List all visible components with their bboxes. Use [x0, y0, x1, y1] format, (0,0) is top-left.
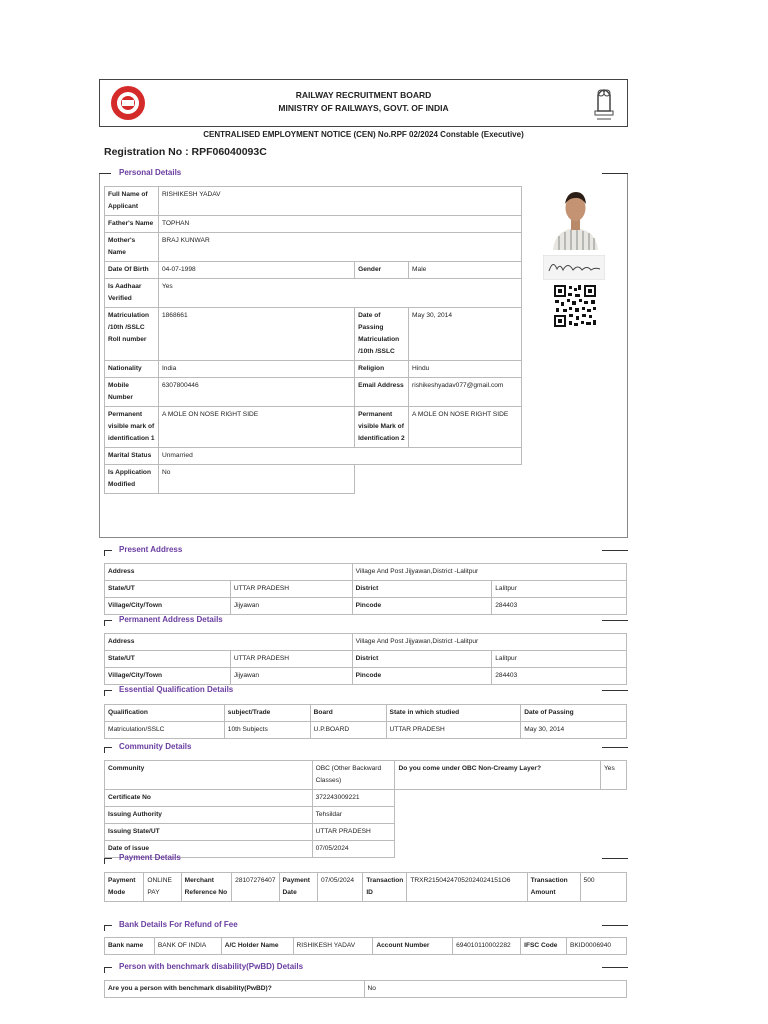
section-line [602, 620, 628, 621]
personal-section-title: Personal Details [119, 168, 182, 177]
section-line [602, 173, 628, 174]
field-value: BANK OF INDIA [154, 938, 221, 955]
field-value: UTTAR PRADESH [230, 581, 352, 598]
field-value: Jijyawan [230, 668, 352, 685]
field-label: IFSC Code [521, 938, 567, 955]
table-cell: 10th Subjects [224, 722, 310, 739]
table-cell: May 30, 2014 [521, 722, 627, 739]
payment-table [104, 872, 627, 902]
field-label: Bank name [105, 938, 155, 955]
field-value: BKID0006940 [567, 938, 627, 955]
field-label: Father's Name [105, 216, 159, 233]
org-title: RAILWAY RECRUITMENT BOARD [295, 90, 432, 100]
table-row [105, 465, 522, 494]
field-label: Payment Mode [105, 873, 144, 902]
field-value: Jijyawan [230, 598, 352, 615]
table-row [105, 938, 627, 955]
field-label: Mother's Name [105, 233, 159, 262]
table-cell: UTTAR PRADESH [386, 722, 521, 739]
bank-section-title: Bank Details For Refund of Fee [119, 920, 238, 929]
table-row [105, 981, 627, 998]
field-value: 6307800446 [158, 378, 354, 407]
field-label: Marital Status [105, 448, 159, 465]
field-label: Date of Passing Matriculation /10th /SSLC [355, 308, 409, 361]
table-row [105, 634, 627, 651]
section-line [104, 967, 112, 968]
field-label: Address [105, 564, 353, 581]
section-line [104, 620, 112, 621]
field-value: Male [409, 262, 522, 279]
pwbd-table [104, 980, 627, 998]
field-value: UTTAR PRADESH [312, 824, 395, 841]
field-value: Village And Post Jijyawan,District -Lalitpur [352, 634, 626, 651]
field-value: 284403 [492, 668, 627, 685]
table-cell: Matriculation/SSLC [105, 722, 225, 739]
field-label: A/C Holder Name [221, 938, 293, 955]
section-tick [104, 690, 105, 696]
field-value: RISHIKESH YADAV [158, 187, 521, 216]
field-label: Certificate No [105, 790, 313, 807]
field-value: 1868661 [158, 308, 354, 361]
table-row [105, 873, 627, 902]
field-value: 500 [580, 873, 626, 902]
empty-cell [395, 790, 627, 858]
applicant-photo [551, 186, 600, 250]
pwbd-section-title: Person with benchmark disability(PwBD) Details [119, 962, 304, 971]
field-value: 04-07-1998 [158, 262, 354, 279]
field-value: 28107276407 [232, 873, 279, 902]
section-line [602, 747, 628, 748]
table-row [105, 233, 522, 262]
section-line [602, 690, 628, 691]
column-header: Date of Passing [521, 705, 627, 722]
column-header: Qualification [105, 705, 225, 722]
field-value: 07/05/2024 [317, 873, 362, 902]
field-label: Full Name of Applicant [105, 187, 159, 216]
field-value: 284403 [492, 598, 627, 615]
field-value: Unmarried [158, 448, 521, 465]
registration-number: Registration No : RPF06040093C [104, 146, 267, 158]
field-label: Date of issue [105, 841, 313, 858]
field-value: Yes [601, 761, 627, 790]
column-header: Board [310, 705, 386, 722]
table-row [105, 216, 522, 233]
field-label: Nationality [105, 361, 159, 378]
section-tick [104, 925, 105, 931]
field-label: State/UT [105, 581, 231, 598]
field-value: BRAJ KUNWAR [158, 233, 521, 262]
section-tick [104, 858, 105, 864]
table-row [105, 668, 627, 685]
section-line [104, 550, 112, 551]
section-line [104, 858, 112, 859]
table-row [105, 187, 522, 216]
field-value: Yes [158, 279, 521, 308]
column-header: subject/Trade [224, 705, 310, 722]
field-value: UTTAR PRADESH [230, 651, 352, 668]
table-row [105, 279, 522, 308]
section-tick [104, 550, 105, 556]
section-line [602, 967, 628, 968]
community-section-title: Community Details [119, 742, 192, 751]
section-line [602, 925, 628, 926]
field-label: District [352, 651, 492, 668]
field-value: No [158, 465, 354, 494]
field-label: Is Application Modified [105, 465, 159, 494]
section-line [602, 550, 628, 551]
table-row [105, 361, 522, 378]
field-label: Is Aadhaar Verified [105, 279, 159, 308]
field-label: Matriculation /10th /SSLC Roll number [105, 308, 159, 361]
notice-title: CENTRALISED EMPLOYMENT NOTICE (CEN) No.RPF 02/2024 Constable (Executive) [203, 130, 524, 139]
field-value: RISHIKESH YADAV [293, 938, 373, 955]
field-label: Issuing State/UT [105, 824, 313, 841]
table-row [105, 407, 522, 448]
table-row [105, 598, 627, 615]
table-row [105, 262, 522, 279]
field-value: TOPHAN [158, 216, 521, 233]
ministry-title: MINISTRY OF RAILWAYS, GOVT. OF INDIA [278, 103, 449, 113]
field-value: Tehsildar [312, 807, 395, 824]
field-value: Lalitpur [492, 651, 627, 668]
signature-image [543, 255, 605, 280]
personal-details-table [104, 186, 522, 494]
table-row [105, 564, 627, 581]
table-row [105, 308, 522, 361]
field-value: ONLINE PAY [144, 873, 181, 902]
field-value: Village And Post Jijyawan,District -Lalitpur [352, 564, 626, 581]
field-label: Pincode [352, 668, 492, 685]
field-value: 694010110002282 [453, 938, 521, 955]
section-tick [104, 747, 105, 753]
field-label: Community [105, 761, 313, 790]
field-value: TRXR21504247052024024151O6 [407, 873, 527, 902]
field-label: State/UT [105, 651, 231, 668]
present-address-table [104, 563, 627, 615]
table-header-row [105, 705, 627, 722]
field-value: A MOLE ON NOSE RIGHT SIDE [409, 407, 522, 448]
national-emblem-icon [588, 81, 620, 123]
field-value: OBC (Other Backward Classes) [312, 761, 395, 790]
field-value: Lalitpur [492, 581, 627, 598]
field-label: Address [105, 634, 353, 651]
field-label: Permanent visible mark of identification 1 [105, 407, 159, 448]
column-header: State in which studied [386, 705, 521, 722]
field-label: Account Number [373, 938, 453, 955]
section-line [104, 925, 112, 926]
field-label: Date Of Birth [105, 262, 159, 279]
payment-section-title: Payment Details [119, 853, 181, 862]
field-label: Village/City/Town [105, 598, 231, 615]
field-label: Email Address [355, 378, 409, 407]
empty-cell [355, 465, 522, 494]
table-row [105, 651, 627, 668]
qualification-table [104, 704, 627, 739]
table-row [105, 378, 522, 407]
section-line [602, 858, 628, 859]
field-value: rishikeshyadav077@gmail.com [409, 378, 522, 407]
field-value: May 30, 2014 [409, 308, 522, 361]
present-section-title: Present Address [119, 545, 183, 554]
table-row [105, 790, 627, 807]
field-label: Are you a person with benchmark disability(PwBD)? [105, 981, 365, 998]
field-value: 372243009221 [312, 790, 395, 807]
bank-table [104, 937, 627, 955]
section-line [104, 747, 112, 748]
section-line [104, 690, 112, 691]
section-tick [104, 620, 105, 626]
permanent-address-table [104, 633, 627, 685]
table-row [105, 722, 627, 739]
table-row [105, 581, 627, 598]
field-label: Village/City/Town [105, 668, 231, 685]
field-value: Hindu [409, 361, 522, 378]
field-label: Religion [355, 361, 409, 378]
qr-code-icon [553, 284, 597, 328]
field-label: District [352, 581, 492, 598]
table-row [105, 761, 627, 790]
permanent-section-title: Permanent Address Details [119, 615, 223, 624]
field-label: Pincode [352, 598, 492, 615]
field-label: Permanent visible Mark of Identification 2 [355, 407, 409, 448]
section-tick [104, 967, 105, 973]
field-value: A MOLE ON NOSE RIGHT SIDE [158, 407, 354, 448]
field-label: Gender [355, 262, 409, 279]
field-value: 07/05/2024 [312, 841, 395, 858]
qualification-section-title: Essential Qualification Details [119, 685, 234, 694]
field-label: Transaction Amount [527, 873, 580, 902]
field-label: Do you come under OBC Non-Creamy Layer? [395, 761, 601, 790]
field-label: Payment Date [279, 873, 317, 902]
table-cell: U.P.BOARD [310, 722, 386, 739]
field-label: Transaction ID [363, 873, 407, 902]
field-value: No [364, 981, 626, 998]
section-line [99, 173, 111, 174]
community-table [104, 760, 627, 858]
field-value: India [158, 361, 354, 378]
field-label: Issuing Authority [105, 807, 313, 824]
field-label: Merchant Reference No [181, 873, 232, 902]
field-label: Mobile Number [105, 378, 159, 407]
table-row [105, 448, 522, 465]
